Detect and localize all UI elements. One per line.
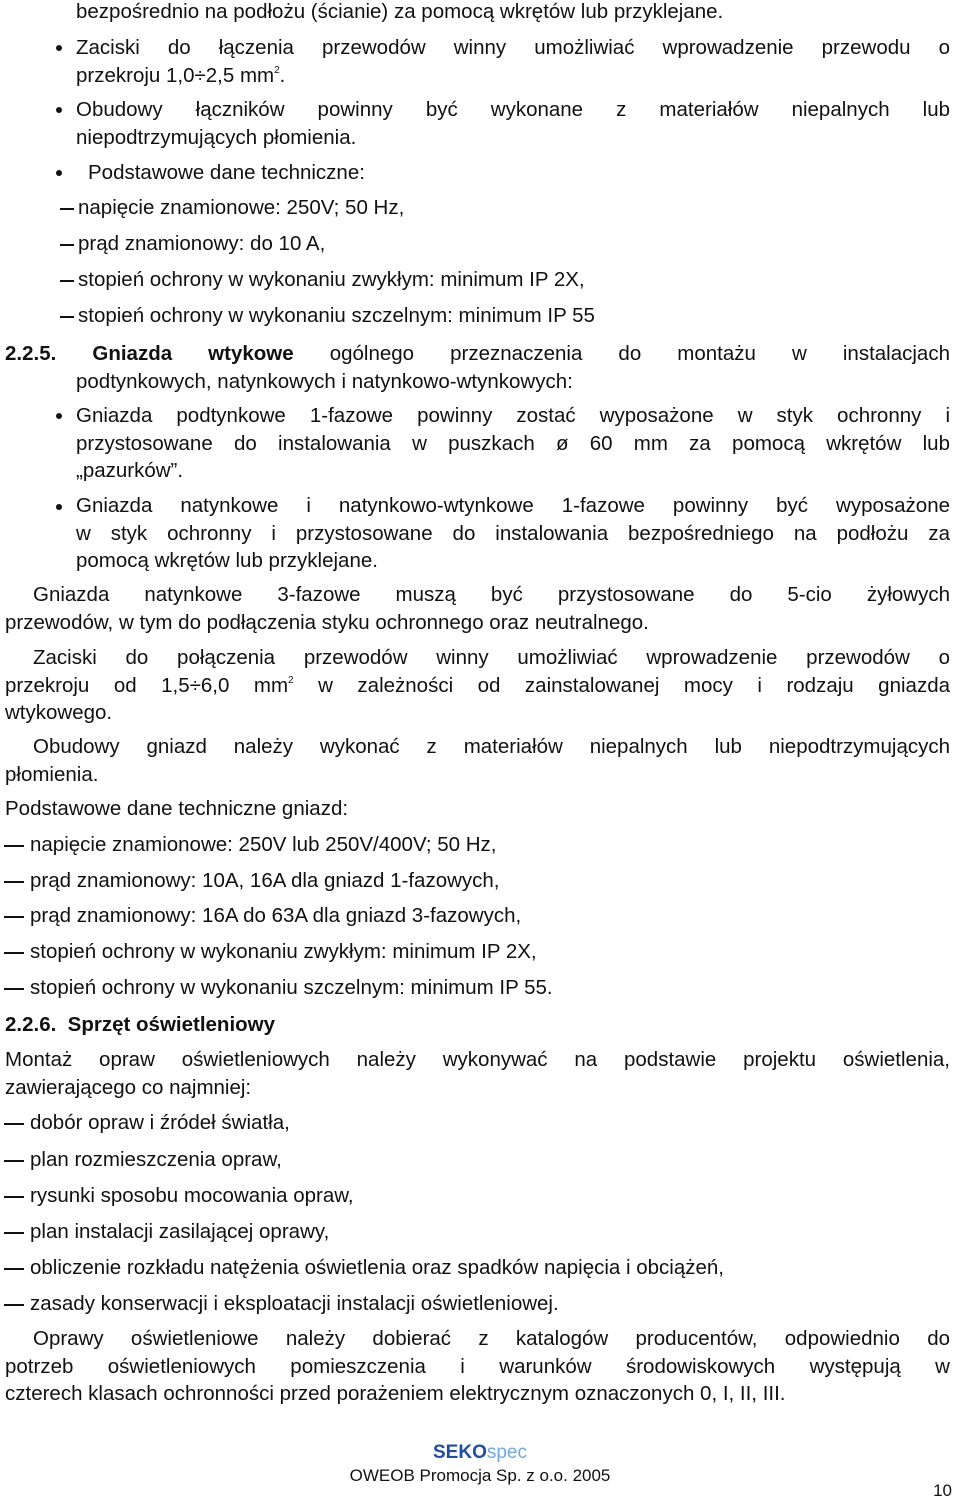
paragraph (5, 733, 950, 788)
text-line: ogólnego przeznaczenia do montażu w instalacjach (329, 342, 950, 365)
paragraph (5, 581, 950, 636)
dash-icon (60, 208, 74, 210)
bullet-icon (56, 107, 62, 113)
bullet-icon (56, 45, 62, 51)
list-item: stopień ochrony w wykonaniu zwykłym: minimum IP 2X, (30, 940, 537, 963)
section-title: Gniazda wtykowe (92, 342, 294, 365)
dash-icon (60, 244, 74, 246)
section-2-2-5-heading (5, 340, 950, 368)
text-line: Gniazda natynkowe i natynkowo-wtynkowe 1-fazowe powinny być wyposażone (76, 494, 950, 517)
dash-icon (4, 881, 24, 883)
list-item: zasady konserwacji i eksploatacji instalacji oświetleniowej. (30, 1292, 559, 1315)
dash-icon (60, 316, 74, 318)
list-item: prąd znamionowy: 10A, 16A dla gniazd 1-fazowych, (30, 869, 500, 892)
bullet-icon (56, 504, 62, 510)
text-line: Zaciski do połączenia przewodów winny umożliwiać wprowadzenie przewodów o (33, 646, 950, 669)
text-line: Obudowy gniazd należy wykonać z materiałów niepalnych lub niepodtrzymujących (33, 735, 950, 758)
text-line: Montaż opraw oświetleniowych należy wykonywać na podstawie projektu oświetlenia, (5, 1048, 950, 1071)
bullet-icon (56, 413, 62, 419)
text-line: niepodtrzymujących płomienia. (76, 125, 357, 149)
list-item: plan instalacji zasilającej oprawy, (30, 1220, 330, 1243)
dash-icon (4, 845, 24, 847)
list-item: plan rozmieszczenia opraw, (30, 1148, 282, 1171)
text-line: „pazurków”. (76, 459, 184, 482)
section-number: 2.2.5. (5, 342, 57, 365)
dash-icon (4, 952, 24, 954)
text-line: czterech klasach ochronności przed porażeniem elektrycznym oznaczonych 0, I, II, III. (5, 1382, 786, 1405)
text-line: przekroju od 1,5÷6,0 mm (5, 673, 289, 697)
list-item: stopień ochrony w wykonaniu zwykłym: minimum IP 2X, (78, 268, 585, 291)
paragraph (5, 644, 950, 727)
section-2-2-6-heading: 2.2.6. Sprzęt oświetleniowy (5, 1013, 276, 1036)
text-line: przewodów, w tym do podłączenia styku ochronnego oraz neutralnego. (5, 610, 649, 634)
dash-icon (4, 1304, 24, 1306)
dash-icon (4, 988, 24, 990)
text-line: zawierającego co najmniej: (5, 1075, 252, 1099)
logo-text-light: spec (486, 1442, 527, 1463)
text-line: w zależności od zainstalowanej mocy i rodzaju gniazda (318, 673, 950, 697)
paragraph (5, 1325, 950, 1408)
superscript: 2 (274, 64, 280, 76)
text-line: płomienia. (5, 762, 99, 786)
dash-icon (4, 1268, 24, 1270)
bullet-item (76, 402, 950, 485)
dash-icon (4, 1232, 24, 1234)
text-line: Obudowy łączników powinny być wykonane z materiałów niepalnych lub (76, 98, 950, 121)
dash-icon (4, 1123, 24, 1125)
punctuation: . (279, 63, 286, 87)
text-line: Oprawy oświetleniowe należy dobierać z katalogów producentów, odpowiednio do (33, 1327, 950, 1350)
logo-text-bold: SEKO (433, 1442, 487, 1463)
list-item: stopień ochrony w wykonaniu szczelnym: minimum IP 55 (78, 304, 595, 327)
list-item: stopień ochrony w wykonaniu szczelnym: minimum IP 55. (30, 976, 553, 999)
text-line: przekroju 1,0÷2,5 mm (76, 63, 275, 87)
bullet-item (76, 96, 950, 151)
sekospec-logo (0, 1442, 960, 1464)
bullet-item (76, 34, 950, 89)
bullet-item (76, 492, 950, 575)
list-item: prąd znamionowy: do 10 A, (78, 232, 326, 255)
superscript: 2 (288, 674, 294, 686)
text-line: pomocą wkrętów lub przyklejane. (76, 549, 378, 572)
footer-company: OWEOB Promocja Sp. z o.o. 2005 (349, 1466, 611, 1485)
text-line: podtynkowych, natynkowych i natynkowo-wtynkowych: (76, 370, 573, 393)
page-number: 10 (933, 1481, 952, 1500)
dash-icon (60, 280, 74, 282)
text-line: bezpośrednio na podłożu (ścianie) za pomocą wkrętów lub przyklejane. (76, 0, 724, 23)
list-item: dobór opraw i źródeł światła, (30, 1111, 290, 1134)
text-line: Zaciski do łączenia przewodów winny umożliwiać wprowadzenie przewodu o (76, 36, 950, 59)
text-line: Gniazda natynkowe 3-fazowe muszą być przystosowane do 5-cio żyłowych (33, 583, 950, 606)
dash-icon (4, 1160, 24, 1162)
bullet-icon (56, 170, 62, 176)
paragraph (5, 1046, 950, 1101)
list-item: napięcie znamionowe: 250V; 50 Hz, (78, 196, 405, 219)
dash-icon (4, 916, 24, 918)
list-item: rysunki sposobu mocowania opraw, (30, 1184, 354, 1207)
list-item: obliczenie rozkładu natężenia oświetlenia oraz spadków napięcia i obciążeń, (30, 1256, 725, 1279)
dash-icon (4, 1196, 24, 1198)
text-line: potrzeb oświetleniowych pomieszczenia i warunków środowiskowych występują w (5, 1354, 950, 1378)
text-line: w styk ochronny i przystosowane do instalowania bezpośredniego na podłożu za (76, 521, 950, 545)
list-item: prąd znamionowy: 16A do 63A dla gniazd 3-fazowych, (30, 904, 522, 927)
text-line: wtykowego. (5, 701, 113, 724)
text-line: Gniazda podtynkowe 1-fazowe powinny zostać wyposażone w styk ochronny i (76, 404, 950, 427)
text-line: Podstawowe dane techniczne: (88, 161, 365, 184)
text-line: przystosowane do instalowania w puszkach ø 60 mm za pomocą wkrętów lub (76, 431, 950, 455)
text-line: Podstawowe dane techniczne gniazd: (5, 797, 349, 820)
list-item: napięcie znamionowe: 250V lub 250V/400V; 50 Hz, (30, 833, 497, 856)
